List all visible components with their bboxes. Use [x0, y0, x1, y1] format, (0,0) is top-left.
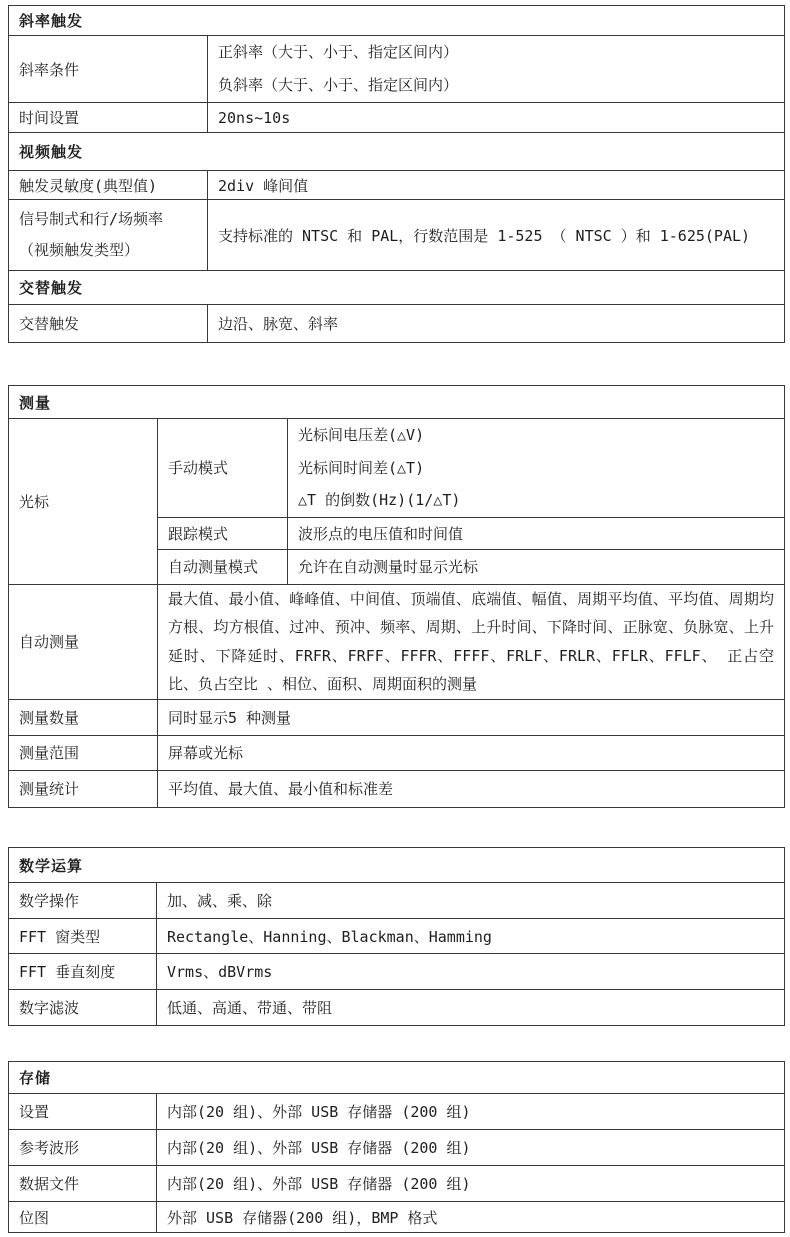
row-label: 参考波形 [9, 1130, 157, 1166]
row-label: 测量范围 [9, 735, 158, 770]
table-row [9, 419, 785, 518]
row-label: 数字滤波 [9, 990, 157, 1026]
label-line: 信号制式和行/场频率 [19, 210, 164, 228]
value-line: 光标间电压差(△V) [298, 426, 425, 444]
row-sublabel: 手动模式 [158, 419, 288, 518]
row-value [288, 419, 785, 518]
row-value: Rectangle、Hanning、Blackman、Hamming [157, 919, 785, 954]
table-row [9, 171, 785, 200]
row-value: 2div 峰间值 [208, 171, 785, 200]
value-line: △T 的倒数(Hz)(1/△T) [298, 491, 461, 509]
row-value: 内部(20 组)、外部 USB 存储器 (200 组) [157, 1094, 785, 1130]
row-label: 设置 [9, 1094, 157, 1130]
section-header-alternate-trigger: 交替触发 [9, 271, 785, 305]
row-label: 位图 [9, 1202, 157, 1233]
section-header-measurement: 测量 [9, 386, 785, 419]
table-row [9, 1094, 785, 1130]
table-row [9, 954, 785, 990]
section-header-video-trigger: 视频触发 [9, 133, 785, 171]
row-label: FFT 窗类型 [9, 919, 157, 954]
row-label: 斜率条件 [9, 36, 208, 103]
trigger-spec-table [8, 5, 785, 343]
table-row [9, 200, 785, 271]
row-value: 内部(20 组)、外部 USB 存储器 (200 组) [157, 1166, 785, 1202]
table-row [9, 103, 785, 133]
table-row [9, 990, 785, 1026]
row-sublabel: 自动测量模式 [158, 549, 288, 584]
value-line: 光标间时间差(△T) [298, 458, 425, 477]
row-value: 屏幕或光标 [158, 735, 785, 770]
measurement-spec-table [8, 385, 785, 808]
row-label: FFT 垂直刻度 [9, 954, 157, 990]
row-value: 边沿、脉宽、斜率 [208, 305, 785, 343]
row-label: 数据文件 [9, 1166, 157, 1202]
table-row [9, 883, 785, 919]
math-spec-table [8, 847, 785, 1026]
table-row [9, 1166, 785, 1202]
section-header-storage: 存储 [9, 1062, 785, 1094]
row-value: 内部(20 组)、外部 USB 存储器 (200 组) [157, 1130, 785, 1166]
row-label: 测量数量 [9, 699, 158, 735]
table-row [9, 1202, 785, 1233]
storage-spec-table [8, 1061, 785, 1233]
row-value: 低通、高通、带通、带阻 [157, 990, 785, 1026]
row-label: 时间设置 [9, 103, 208, 133]
table-row [9, 305, 785, 343]
value-line: 负斜率（大于、小于、指定区间内） [218, 76, 459, 94]
row-value: 支持标准的 NTSC 和 PAL，行数范围是 1-525 （ NTSC ）和 1-625(PAL) [208, 200, 785, 271]
section-header-math: 数学运算 [9, 848, 785, 883]
table-row [9, 699, 785, 735]
row-label-cursor: 光标 [9, 419, 158, 585]
row-label: 自动测量 [9, 584, 158, 699]
row-value: 加、减、乘、除 [157, 883, 785, 919]
row-label: 交替触发 [9, 305, 208, 343]
row-value: 同时显示5 种测量 [158, 699, 785, 735]
row-label: 测量统计 [9, 770, 158, 807]
table-row [9, 36, 785, 103]
row-value: 允许在自动测量时显示光标 [288, 549, 785, 584]
row-value: 20ns~10s [208, 103, 785, 133]
row-value: 外部 USB 存储器(200 组)，BMP 格式 [157, 1202, 785, 1233]
table-row [9, 1130, 785, 1166]
label-line: （视频触发类型） [19, 241, 140, 259]
section-header-slope-trigger: 斜率触发 [9, 6, 785, 36]
row-value-auto-measure: 最大值、最小值、峰峰值、中间值、顶端值、底端值、幅值、周期平均值、平均值、周期均方根、均方根值、过冲、预冲、频率、周期、上升时间、下降时间、正脉宽、负脉宽、上升延时、下降延时、FRFR、FRFF、FFFR、FFFF、FRLF、FRLR、FFLR、FFLF、 正占空比、负占空比 、相位、面积、周期面积的测量 [158, 584, 785, 699]
table-row [9, 584, 785, 699]
row-label: 触发灵敏度(典型值) [9, 171, 208, 200]
table-row [9, 919, 785, 954]
row-label: 数学操作 [9, 883, 157, 919]
row-value [208, 36, 785, 103]
value-line: 正斜率（大于、小于、指定区间内） [218, 43, 459, 61]
table-row [9, 770, 785, 807]
row-value: 波形点的电压值和时间值 [288, 517, 785, 549]
row-sublabel: 跟踪模式 [158, 517, 288, 549]
row-value: Vrms、dBVrms [157, 954, 785, 990]
row-value: 平均值、最大值、最小值和标准差 [158, 770, 785, 807]
table-row [9, 735, 785, 770]
row-label [9, 200, 208, 271]
